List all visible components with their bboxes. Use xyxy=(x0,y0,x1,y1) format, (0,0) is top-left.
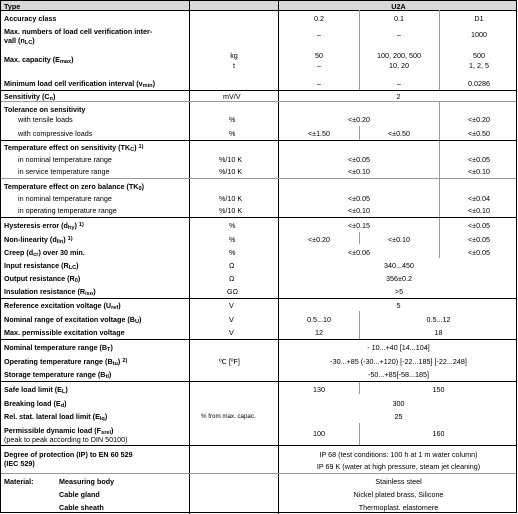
temp-sens-service-label: in service temperature range xyxy=(18,167,110,176)
hysteresis-v2: <±0.15 xyxy=(347,221,371,230)
tolerance-comp-unit: % xyxy=(229,129,236,138)
dynamic-load-label-2: (peak to peak according to DIN 50100) xyxy=(4,435,128,444)
storage-temp-value: -50...+85[-58...185] xyxy=(368,370,429,379)
divider xyxy=(359,311,360,339)
hysteresis-unit: % xyxy=(229,221,236,230)
nonlinearity-unit: % xyxy=(229,235,236,244)
creep-v2: <±0.06 xyxy=(347,248,371,257)
min-interval-v2: – xyxy=(397,79,401,88)
input-res-value: 340...450 xyxy=(384,261,414,270)
temp-zero-nominal-v2: <±0.05 xyxy=(347,194,371,203)
material-gland-label: Cable gland xyxy=(59,490,100,499)
divider xyxy=(439,218,440,258)
storage-temp-label: Storage temperature range $(B_{tl})$ xyxy=(4,370,112,380)
dynamic-load-label: Permissible dynamic load $(F_{srel})$ xyxy=(4,426,114,436)
operating-temp-unit: ºC [ºF] xyxy=(219,357,240,366)
breaking-load-value: 300 xyxy=(392,399,405,408)
creep-v3: <±0.05 xyxy=(467,248,491,257)
material-label: Material: xyxy=(4,477,34,486)
tolerance-comp-v3: <±0.50 xyxy=(467,129,491,138)
material-sheath-value: Thermoplast. elastomere xyxy=(358,503,439,512)
nominal-temp-label: Nominal temperature range $(B_T)$ xyxy=(4,343,113,353)
divider xyxy=(439,102,440,140)
protection-label-2: (IEC 529) xyxy=(4,459,35,468)
max-capacity-unit-t: t xyxy=(233,61,235,70)
hysteresis-label: Hysteresis error $(d_{hy})$ $^{1)}$ xyxy=(4,221,84,231)
divider xyxy=(1,298,516,299)
temp-zero-operating-label: in operating temperature range xyxy=(18,206,117,215)
divider xyxy=(1,339,516,340)
temp-sens-service-unit: %/10 K xyxy=(219,167,243,176)
safe-load-v23: 150 xyxy=(432,385,445,394)
max-capacity-unit-kg: kg xyxy=(230,51,238,60)
input-res-label: Input resistance $(R_{LC})$ xyxy=(4,261,79,271)
tolerance-comp-v1: <±1.50 xyxy=(307,129,331,138)
nominal-temp-value: - 10...+40 [14...104] xyxy=(367,343,430,352)
divider xyxy=(359,232,360,244)
divider xyxy=(1,445,516,446)
divider xyxy=(359,423,360,445)
temp-zero-operating-unit: %/10 K xyxy=(219,206,243,215)
divider xyxy=(1,90,516,91)
lateral-load-unit: % from max. capac. xyxy=(201,413,256,420)
insulation-label: Insulation resistance $(R_{iso})$ xyxy=(4,287,96,297)
tolerance-comp-label: with compressive loads xyxy=(18,129,93,138)
operating-temp-label: Operating temperature range $(B_{tu})$ $^{2)}$ xyxy=(4,357,128,367)
min-interval-label: Minimum load cell verification interval $(v_{min})$ xyxy=(4,79,155,89)
max-exc-label: Max. permissible excitation voltage xyxy=(4,328,125,337)
protection-value-1: IP 68 (test conditions: 100 h at 1 m water column) xyxy=(319,450,478,459)
nonlinearity-v3: <±0.05 xyxy=(467,235,491,244)
material-sheath-label: Cable sheath xyxy=(59,503,104,512)
material-gland-value: Nickel plated brass, Silicone xyxy=(353,490,444,499)
input-res-unit: Ω xyxy=(229,261,235,270)
accuracy-v1: 0.2 xyxy=(314,14,324,23)
lateral-load-label: Rel. stat. lateral load limit $(E_{lq})$ xyxy=(4,412,108,422)
temp-sens-nominal-v2: <±0.05 xyxy=(347,155,371,164)
accuracy-label: Accuracy class xyxy=(4,14,57,23)
output-res-label: Output resistance $(R_0)$ xyxy=(4,274,81,284)
ref-exc-unit: V xyxy=(229,301,234,310)
protection-value-2: IP 69 K (water at high pressure, steam jet cleaning) xyxy=(316,462,481,471)
temp-zero-nominal-label: in nominal temperature range xyxy=(18,194,112,203)
tolerance-tensile-label: with tensile loads xyxy=(18,115,73,124)
type-label: Type xyxy=(4,2,21,11)
min-interval-v3: 0.0286 xyxy=(468,79,490,88)
accuracy-v2: 0.1 xyxy=(394,14,404,23)
max-intervals-label-2: vall $(n_{LC})$ xyxy=(4,36,35,46)
temp-sens-service-v2: <±0.10 xyxy=(347,167,371,176)
creep-label: Creep $(d_{cr})$ over 30 min. xyxy=(4,248,85,258)
ref-exc-value: 5 xyxy=(396,301,401,310)
output-res-value: 356±0.2 xyxy=(386,274,412,283)
creep-unit: % xyxy=(229,248,236,257)
temp-sens-label: Temperature effect on sensitivity $(TK_C)$ $^{1)}$ xyxy=(4,143,144,153)
dynamic-load-v1: 100 xyxy=(313,429,325,438)
temp-sens-nominal-v3: <±0.05 xyxy=(467,155,491,164)
insulation-unit: GΩ xyxy=(227,287,238,296)
max-capacity-kg-v3: 500 xyxy=(473,51,485,60)
max-exc-unit: V xyxy=(229,328,234,337)
nonlinearity-v2: <±0.10 xyxy=(387,235,411,244)
min-interval-v1: – xyxy=(317,79,321,88)
ref-exc-label: Reference excitation voltage $(U_{ref})$ xyxy=(4,301,121,311)
dynamic-load-v23: 160 xyxy=(432,429,445,438)
max-capacity-kg-v1: 50 xyxy=(315,51,323,60)
sensitivity-label: Sensitivity $(C_n)$ xyxy=(4,92,56,102)
product-name: U2A xyxy=(391,2,406,11)
temp-sens-nominal-unit: %/10 K xyxy=(219,155,243,164)
temp-zero-nominal-unit: %/10 K xyxy=(219,194,243,203)
material-body-label: Measuring body xyxy=(59,477,115,486)
temp-sens-service-v3: <±0.10 xyxy=(467,167,491,176)
tolerance-tensile-unit: % xyxy=(229,115,236,124)
tolerance-label: Tolerance on sensitivity xyxy=(4,105,86,114)
max-capacity-t-v3: 1, 2, 5 xyxy=(469,61,489,70)
max-capacity-t-v2: 10, 20 xyxy=(389,61,409,70)
safe-load-v1: 130 xyxy=(313,385,325,394)
nominal-exc-label: Nominal range of excitation voltage $(B_U)$ xyxy=(4,315,142,325)
max-intervals-v1: – xyxy=(317,30,321,39)
max-exc-v23: 18 xyxy=(434,328,443,337)
sensitivity-value: 2 xyxy=(396,92,401,101)
temp-zero-label: Temperature effect on zero balance $(TK_0)$ xyxy=(4,182,144,192)
operating-temp-value: -30...+85 (-30...+120) [-22...185] [-22...248] xyxy=(330,357,467,366)
lateral-load-value: 25 xyxy=(394,412,403,421)
max-exc-v1: 12 xyxy=(315,328,323,337)
temp-zero-operating-v3: <±0.10 xyxy=(467,206,491,215)
insulation-value: >5 xyxy=(394,287,404,296)
hysteresis-v3: <±0.05 xyxy=(467,221,491,230)
max-intervals-v2: – xyxy=(397,30,401,39)
tolerance-tensile-v2: <±0.20 xyxy=(347,115,371,124)
nonlinearity-v1: <±0.20 xyxy=(307,235,331,244)
tolerance-tensile-v3: <±0.20 xyxy=(467,115,491,124)
output-res-unit: Ω xyxy=(229,274,235,283)
breaking-load-label: Breaking load $(E_d)$ xyxy=(4,399,67,409)
material-body-value: Stainless steel xyxy=(375,477,422,486)
protection-label-1: Degree of protection (IP) to EN 60 529 xyxy=(4,450,133,459)
safe-load-label: Safe load limit $(E_L)$ xyxy=(4,385,68,395)
max-intervals-label-1: Max. numbers of load cell verification inter- xyxy=(4,27,153,36)
nonlinearity-label: Non-linearity $(d_{lin})$ $^{1)}$ xyxy=(4,235,73,245)
nominal-exc-unit: V xyxy=(229,315,234,324)
divider xyxy=(1,381,516,382)
sensitivity-unit: mV/V xyxy=(223,92,241,101)
temp-zero-nominal-v3: <±0.04 xyxy=(467,194,491,203)
max-intervals-v3: 1000 xyxy=(471,30,487,39)
divider xyxy=(359,126,360,140)
col-divider-label xyxy=(189,1,190,514)
max-capacity-label: Max. capacity $(E_{max})$ xyxy=(4,55,74,65)
temp-sens-nominal-label: in nominal temperature range xyxy=(18,155,112,164)
divider xyxy=(439,141,440,217)
nominal-exc-v23: 0.5...12 xyxy=(426,315,451,324)
divider xyxy=(359,382,360,394)
temp-zero-operating-v2: <±0.10 xyxy=(347,206,371,215)
divider xyxy=(1,473,516,474)
tolerance-comp-v2: <±0.50 xyxy=(387,129,411,138)
nominal-exc-v1: 0.5...10 xyxy=(307,315,331,324)
accuracy-v3: D1 xyxy=(474,14,484,23)
max-capacity-kg-v2: 100, 200, 500 xyxy=(377,51,421,60)
max-capacity-t-v1: – xyxy=(317,61,321,70)
